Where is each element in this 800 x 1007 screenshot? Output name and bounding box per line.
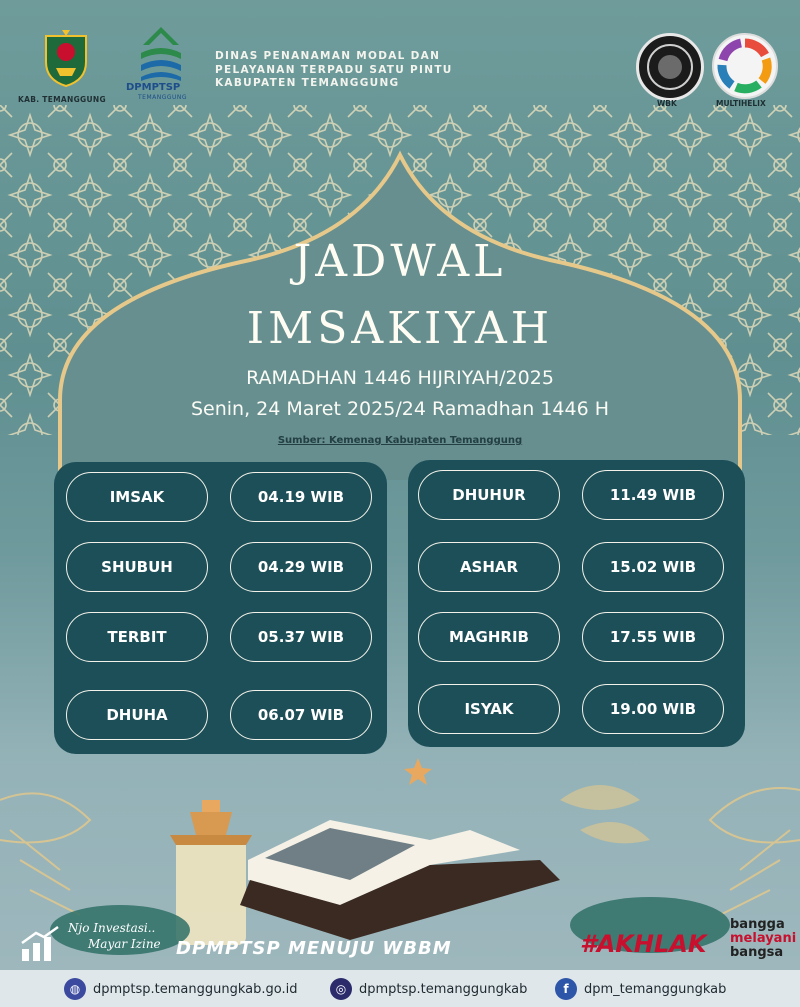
quran-icon	[240, 820, 560, 940]
prayer-time-shubuh: 04.29 WIB	[230, 542, 372, 592]
prayer-name-dhuha: DHUHA	[66, 690, 208, 740]
prayer-time-maghrib: 17.55 WIB	[582, 612, 724, 662]
akhlak-logo: #AKHLAK	[580, 930, 707, 958]
tagline-line-1: Njo Investasi..	[68, 921, 156, 935]
header	[0, 0, 800, 110]
wbk-badge-icon	[636, 33, 704, 101]
bangga-line-3: bangsa	[730, 945, 784, 960]
regency-caption: KAB. TEMANGGUNG	[18, 95, 106, 104]
facebook-text: dpm_temanggungkab	[584, 981, 727, 997]
website-link[interactable]	[64, 976, 298, 1002]
source-note: Sumber: Kemenag Kabupaten Temanggung	[277, 435, 523, 446]
instagram-text: dpmptsp.temanggungkab	[359, 981, 528, 997]
tagline	[68, 920, 161, 952]
schedule-panel-right	[408, 460, 745, 747]
prayer-name-imsak: IMSAK	[66, 472, 208, 522]
multihelix-caption: MULTIHELIX	[716, 99, 766, 108]
prayer-time-ashar: 15.02 WIB	[582, 542, 724, 592]
prayer-name-ashar: ASHAR	[418, 542, 560, 592]
instagram-link[interactable]	[330, 976, 527, 1002]
agency-line-1: DINAS PENANAMAN MODAL DAN	[215, 50, 441, 62]
dpmptsp-subcaption: TEMANGGUNG	[138, 94, 188, 101]
globe-icon: ◍	[64, 978, 86, 1000]
title-line-2: IMSAKIYAH	[246, 303, 554, 354]
schedule-panel-left	[54, 462, 387, 754]
date-line: Senin, 24 Maret 2025/24 Ramadhan 1446 H	[190, 398, 610, 420]
prayer-time-imsak: 04.19 WIB	[230, 472, 372, 522]
prayer-name-terbit: TERBIT	[66, 612, 208, 662]
title-line-1: JADWAL	[293, 236, 507, 287]
subtitle: RAMADHAN 1446 HIJRIYAH/2025	[246, 367, 554, 389]
prayer-time-dhuha: 06.07 WIB	[230, 690, 372, 740]
prayer-name-maghrib: MAGHRIB	[418, 612, 560, 662]
bangga-line-2: melayani	[730, 931, 797, 946]
regency-emblem-icon	[42, 28, 90, 88]
agency-line-3: KABUPATEN TEMANGGUNG	[215, 77, 400, 89]
growth-chart-icon	[20, 925, 62, 963]
multihelix-badge-icon	[712, 33, 778, 99]
bangga-melayani-logo	[730, 918, 796, 960]
tagline-line-2: Mayar Izine	[88, 937, 161, 951]
website-text: dpmptsp.temanggungkab.go.id	[93, 981, 298, 997]
dpmptsp-caption: DPMPTSP	[126, 82, 181, 93]
prayer-name-shubuh: SHUBUH	[66, 542, 208, 592]
dpmptsp-logo-icon	[135, 25, 187, 85]
slogan: DPMPTSP MENUJU WBBM	[176, 938, 452, 959]
prayer-name-dhuhur: DHUHUR	[418, 470, 560, 520]
star-icon	[404, 758, 432, 785]
prayer-time-dhuhur: 11.49 WIB	[582, 470, 724, 520]
agency-line-2: PELAYANAN TERPADU SATU PINTU	[215, 63, 453, 76]
bangga-line-1: bangga	[730, 917, 785, 932]
facebook-icon: f	[555, 978, 577, 1000]
agency-name	[215, 50, 453, 91]
instagram-icon: ◎	[330, 978, 352, 1000]
facebook-link[interactable]	[555, 976, 726, 1002]
prayer-name-isyak: ISYAK	[418, 684, 560, 734]
prayer-time-terbit: 05.37 WIB	[230, 612, 372, 662]
wbk-caption: WBK	[657, 99, 677, 108]
prayer-time-isyak: 19.00 WIB	[582, 684, 724, 734]
